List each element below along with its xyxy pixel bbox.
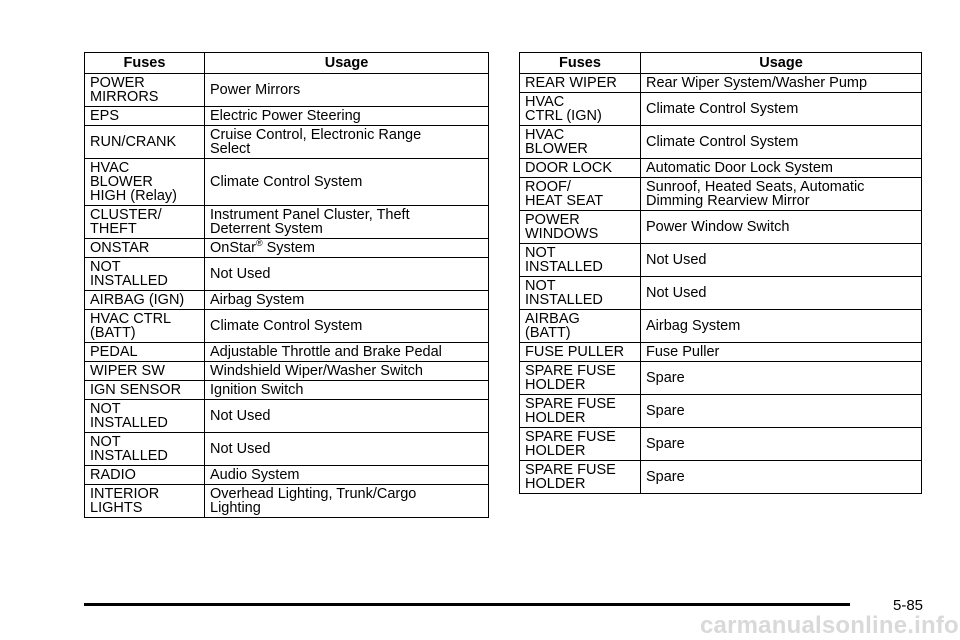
fuse-cell: POWER WINDOWS [520,211,641,244]
table-row [85,159,489,206]
fuse-cell: SPARE FUSE HOLDER [520,428,641,461]
table-row [520,93,922,126]
usage-cell: Power Mirrors [205,74,489,107]
fuse-cell: NOT INSTALLED [85,400,205,433]
fuse-cell: DOOR LOCK [520,159,641,178]
column-header-usage: Usage [641,53,922,74]
usage-cell: Spare [641,362,922,395]
table-row [520,277,922,310]
fuse-cell: NOT INSTALLED [85,433,205,466]
usage-cell: Windshield Wiper/Washer Switch [205,362,489,381]
table-row [520,159,922,178]
usage-cell: Not Used [641,244,922,277]
fuse-cell: NOT INSTALLED [520,244,641,277]
table-row [85,466,489,485]
table-row [520,211,922,244]
usage-cell: Cruise Control, Electronic Range Select [205,126,489,159]
fuse-cell: HVAC BLOWER HIGH (Relay) [85,159,205,206]
table-row [85,239,489,258]
usage-cell: Climate Control System [205,310,489,343]
column-header-usage: Usage [205,53,489,74]
fuse-cell: ONSTAR [85,239,205,258]
usage-cell: Automatic Door Lock System [641,159,922,178]
usage-cell: Overhead Lighting, Trunk/Cargo Lighting [205,485,489,518]
fuse-cell: FUSE PULLER [520,343,641,362]
usage-cell: Not Used [205,400,489,433]
table-row [520,362,922,395]
usage-cell: Climate Control System [205,159,489,206]
usage-cell: Airbag System [641,310,922,343]
table-row [520,395,922,428]
table-row [85,74,489,107]
fuse-cell: AIRBAG (IGN) [85,291,205,310]
table-row [520,461,922,494]
table-row [520,343,922,362]
fuse-cell: REAR WIPER [520,74,641,93]
fuse-cell: HVAC CTRL (IGN) [520,93,641,126]
usage-suffix: System [262,240,315,256]
table-row [520,428,922,461]
usage-cell: Power Window Switch [641,211,922,244]
column-header-fuses: Fuses [85,53,205,74]
table-row [520,178,922,211]
usage-cell: Rear Wiper System/Washer Pump [641,74,922,93]
usage-cell: Ignition Switch [205,381,489,400]
fuse-cell: NOT INSTALLED [520,277,641,310]
column-header-fuses: Fuses [520,53,641,74]
fuse-cell: PEDAL [85,343,205,362]
usage-name: OnStar [210,240,256,256]
fuse-cell: CLUSTER/ THEFT [85,206,205,239]
usage-cell: Spare [641,461,922,494]
usage-cell: Not Used [205,258,489,291]
table-row [85,381,489,400]
usage-cell: Climate Control System [641,93,922,126]
fuse-table-left [84,52,489,518]
watermark: carmanualsonline.info [700,612,959,639]
table-row [85,291,489,310]
fuse-cell: INTERIOR LIGHTS [85,485,205,518]
usage-cell: Fuse Puller [641,343,922,362]
table-row [85,362,489,381]
fuse-table-right [519,52,922,494]
table-row [520,126,922,159]
usage-cell: Climate Control System [641,126,922,159]
fuse-cell: HVAC CTRL (BATT) [85,310,205,343]
usage-cell: Instrument Panel Cluster, Theft Deterrent System [205,206,489,239]
table-row [85,343,489,362]
table-header-row [520,53,922,74]
fuse-cell: SPARE FUSE HOLDER [520,362,641,395]
footer-rule [84,603,850,606]
fuse-cell: RUN/CRANK [85,126,205,159]
usage-cell: Airbag System [205,291,489,310]
usage-cell: Sunroof, Heated Seats, Automatic Dimming Rearview Mirror [641,178,922,211]
fuse-cell: IGN SENSOR [85,381,205,400]
table-row [85,485,489,518]
page-number: 5-85 [893,597,924,614]
table-row [85,433,489,466]
usage-cell: Spare [641,428,922,461]
fuse-cell: POWER MIRRORS [85,74,205,107]
table-header-row [85,53,489,74]
usage-cell: Adjustable Throttle and Brake Pedal [205,343,489,362]
table-row [520,310,922,343]
table-row [85,310,489,343]
usage-cell: Electric Power Steering [205,107,489,126]
table-row [85,206,489,239]
usage-cell: Not Used [641,277,922,310]
table-row [85,107,489,126]
fuse-cell: ROOF/ HEAT SEAT [520,178,641,211]
fuse-cell: EPS [85,107,205,126]
table-row [85,258,489,291]
fuse-cell: NOT INSTALLED [85,258,205,291]
usage-cell: Spare [641,395,922,428]
fuse-cell: SPARE FUSE HOLDER [520,461,641,494]
usage-cell [205,239,489,258]
fuse-cell: WIPER SW [85,362,205,381]
table-row [85,400,489,433]
usage-cell: Audio System [205,466,489,485]
table-row [520,74,922,93]
fuse-cell: AIRBAG (BATT) [520,310,641,343]
fuse-cell: SPARE FUSE HOLDER [520,395,641,428]
table-row [85,126,489,159]
usage-cell: Not Used [205,433,489,466]
registered-mark: ® [255,238,263,249]
table-row [520,244,922,277]
fuse-cell: RADIO [85,466,205,485]
fuse-cell: HVAC BLOWER [520,126,641,159]
